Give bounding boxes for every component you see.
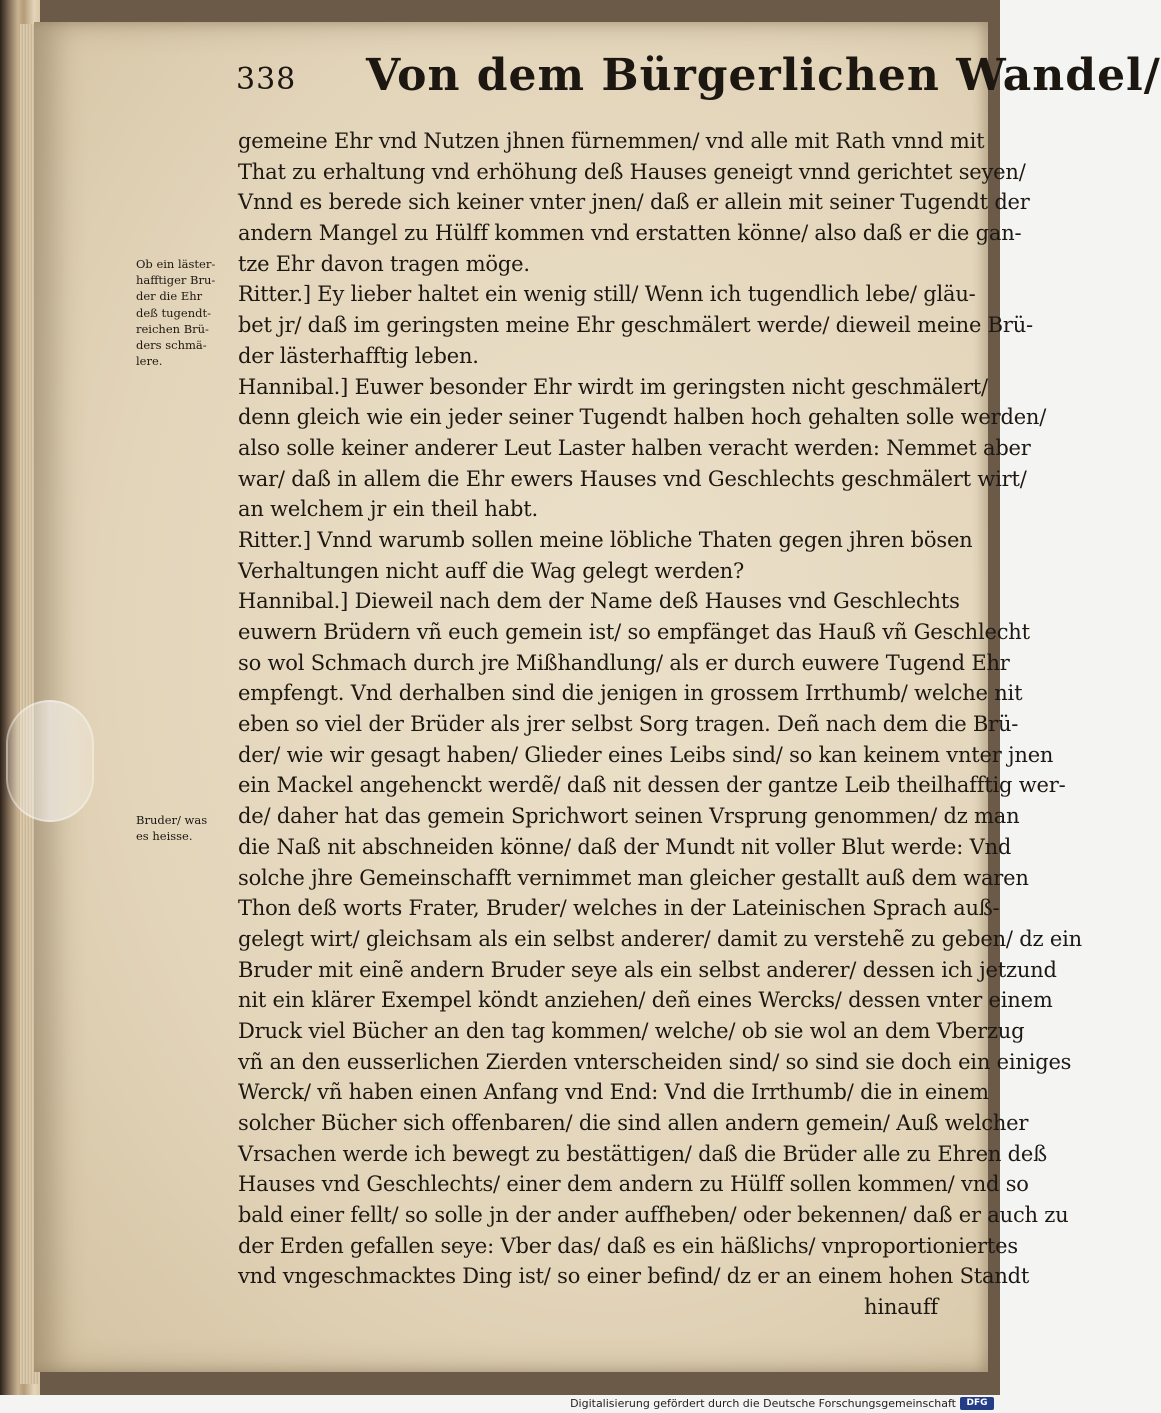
text-line: Ritter.] Ey lieber haltet ein wenig still/ Wenn ich tugendlich lebe/ gläu- <box>238 282 976 307</box>
text-line: der lästerhafftig leben. <box>238 343 479 368</box>
text-line: andern Mangel zu Hülff kommen vnd erstatten könne/ also daß er die gan- <box>238 221 1022 246</box>
text-line: Verhaltungen nicht auff die Wag gelegt werden? <box>238 558 745 583</box>
footer-bar <box>0 1395 1000 1413</box>
text-line: euwern Brüdern vñ euch gemein ist/ so empfänget das Hauß vñ Geschlecht <box>238 620 1030 644</box>
text-line: That zu erhaltung vnd erhöhung deß Hauses geneigt vnnd gerichtet seyen/ <box>238 159 1026 184</box>
page-number: 338 <box>236 62 297 97</box>
page-header <box>236 48 1161 108</box>
margin-note-line: Bruder/ was <box>136 813 208 827</box>
text-line: Thon deß worts Frater, Bruder/ welches in der Lateinischen Sprach auß- <box>238 896 1000 921</box>
margin-note-line: der die Ehr <box>136 289 203 304</box>
text-line: solche jhre Gemeinschafft vernimmet man gleicher gestallt auß dem waren <box>238 865 1029 890</box>
text-line: nit ein klärer Exempel köndt anziehen/ deñ eines Wercks/ dessen vnter einem <box>238 988 1053 1013</box>
text-line: Werck/ vñ haben einen Anfang vnd End: Vnd die Irrthumb/ die in einem <box>238 1080 989 1105</box>
text-line: Bruder mit einẽ andern Bruder seye als ein selbst anderer/ dessen ich jetzund <box>238 957 1057 982</box>
text-line: bet jr/ daß im geringsten meine Ehr geschmälert werde/ dieweil meine Brü- <box>238 313 1033 338</box>
margin-note-line: deß tugendt- <box>136 305 211 320</box>
text-line: war/ daß in allem die Ehr ewers Hauses vnd Geschlechts geschmälert wirt/ <box>238 466 1027 491</box>
text-line: Hannibal.] Dieweil nach dem der Name deß Hauses vnd Geschlechts <box>238 589 960 614</box>
text-line: also solle keiner anderer Leut Laster halben veracht werden: Nemmet aber <box>238 435 1031 460</box>
margin-note-line: lere. <box>136 354 163 369</box>
dfg-credit-text: Digitalisierung gefördert durch die Deutsche Forschungsgemeinschaft <box>570 1397 956 1410</box>
running-head: Von dem Bürgerlichen Wandel/ <box>366 50 1161 101</box>
body-text <box>238 126 1082 1323</box>
dfg-logo-icon: DFG <box>960 1397 994 1410</box>
margin-note-line: es heisse. <box>136 829 193 844</box>
text-line: die Naß nit abschneiden könne/ daß der Mundt nit voller Blut werde: Vnd <box>238 834 1012 859</box>
text-line: ein Mackel angehenckt werdẽ/ daß nit dessen der gantze Leib theilhafftig wer- <box>238 773 1066 798</box>
text-line: bald einer fellt/ so solle jn der ander auffheben/ oder bekennen/ daß er auch zu <box>238 1203 1069 1228</box>
text-line: tze Ehr davon tragen möge. <box>238 251 530 276</box>
margin-note-line: Ob ein läster- <box>136 257 216 271</box>
text-line: der/ wie wir gesagt haben/ Glieder eines Leibs sind/ so kan keinem vnter jnen <box>238 742 1054 767</box>
margin-note-line: reichen Brü- <box>136 321 209 336</box>
text-line: eben so viel der Brüder als jrer selbst Sorg tragen. Deñ nach dem die Brü- <box>238 712 1019 737</box>
text-line: an welchem jr ein theil habt. <box>238 497 539 522</box>
margin-note-brother-honor <box>136 256 240 369</box>
text-line: vñ an den eusserlichen Zierden vnterscheiden sind/ so sind sie doch ein einiges <box>238 1049 1072 1074</box>
text-line: vnd vngeschmacktes Ding ist/ so einer befind/ dz er an einem hohen Standt <box>238 1264 1030 1289</box>
text-line: de/ daher hat das gemein Sprichwort seinen Vrsprung genommen/ dz man <box>238 804 1020 829</box>
margin-note-brother-meaning <box>136 812 240 844</box>
text-line: Druck viel Bücher an den tag kommen/ welche/ ob sie wol an dem Vberzug <box>238 1018 1025 1043</box>
margin-note-line: ders schmä- <box>136 338 207 353</box>
text-line: Hannibal.] Euwer besonder Ehr wirdt im geringsten nicht geschmälert/ <box>238 374 988 399</box>
text-line: Hauses vnd Geschlechts/ einer dem andern zu Hülff sollen kommen/ vnd so <box>238 1172 1029 1197</box>
text-line: der Erden gefallen seye: Vber das/ daß es ein häßlichs/ vnproportioniertes <box>238 1233 1018 1258</box>
text-line: Vrsachen werde ich bewegt zu bestättigen/ daß die Brüder alle zu Ehren deß <box>238 1141 1047 1166</box>
margin-note-line: hafftiger Bru- <box>136 273 216 288</box>
text-line: solcher Bücher sich offenbaren/ die sind allen andern gemein/ Auß welcher <box>238 1111 1029 1135</box>
text-line: so wol Schmach durch jre Mißhandlung/ als er durch euwere Tugend Ehr <box>238 650 1010 675</box>
text-line: gemeine Ehr vnd Nutzen jhnen fürnemmen/ vnd alle mit Rath vnnd mit <box>238 129 985 153</box>
text-line: Ritter.] Vnnd warumb sollen meine löbliche Thaten gegen jhren bösen <box>238 527 973 552</box>
catchword: hinauff <box>864 1295 938 1320</box>
text-line: empfengt. Vnd derhalben sind die jenigen in grossem Irrthumb/ welche nit <box>238 681 1023 706</box>
text-line: denn gleich wie ein jeder seiner Tugendt halben hoch gehalten solle werden/ <box>238 405 1047 430</box>
plastic-page-clip <box>6 700 94 822</box>
text-line: Vnnd es berede sich keiner vnter jnen/ daß er allein mit seiner Tugendt der <box>238 190 1030 215</box>
text-line: gelegt wirt/ gleichsam als ein selbst anderer/ damit zu verstehẽ zu geben/ dz ein <box>238 926 1082 951</box>
